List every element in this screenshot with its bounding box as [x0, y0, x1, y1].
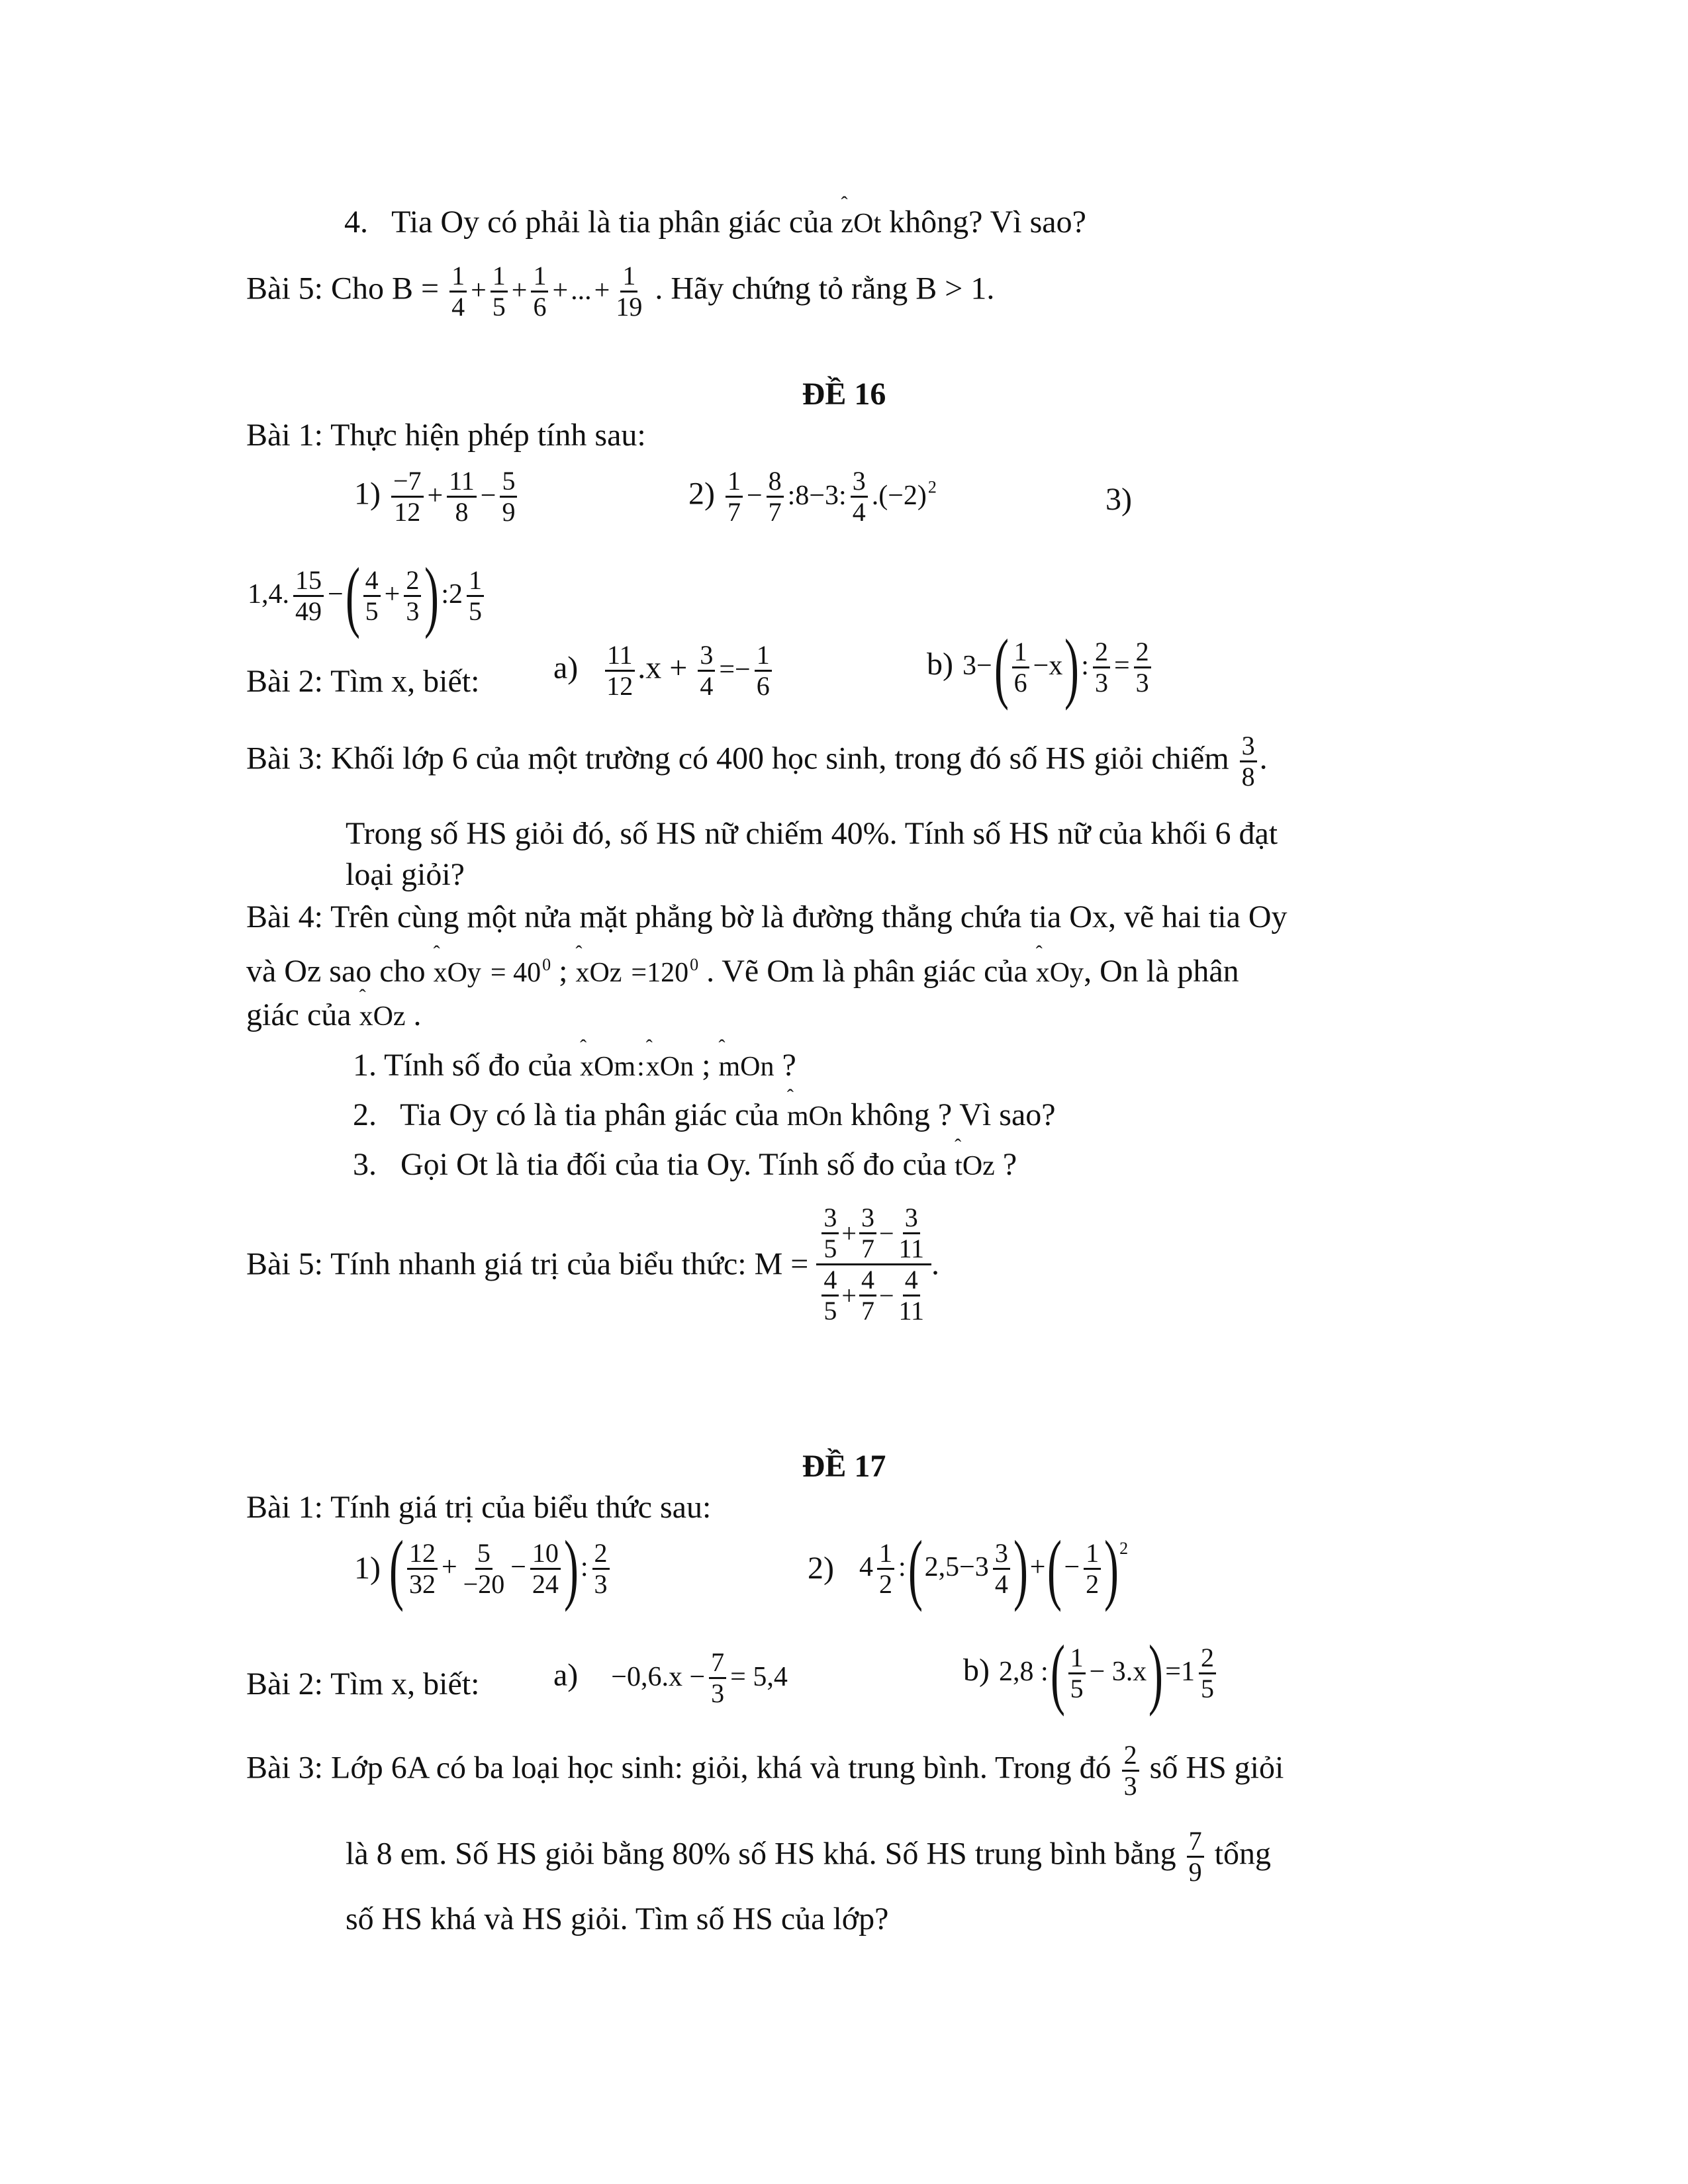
- angle-zot: ˆ zOt: [841, 204, 882, 244]
- angle-toz: ˆ tOz: [955, 1146, 995, 1186]
- fraction: $\frac{2}{3}$: [1093, 637, 1110, 698]
- fraction: $\frac{8}{7}$: [767, 467, 784, 527]
- fraction: $\frac{1}{19}$: [616, 261, 643, 322]
- angle-xoz: ˆ xOz: [575, 953, 622, 993]
- de17-bai3-line2: là 8 em. Số HS giỏi bằng 80% số HS khá. Số HS trung bình bằng $\frac{7}{9}$ tổng: [346, 1826, 1271, 1887]
- de17-bai1-part2: 2) 4 $\frac{1}{2}$ :(2,5−3 $\frac{3}{4}$ )+(− $\frac{1}{2}$ )$^2$: [808, 1524, 1129, 1612]
- fraction: $\frac{4}{5}$: [363, 566, 381, 626]
- de17-bai1-part1: 1) ( $\frac{12}{32}$ + $\frac{5}{-20}$ − $\frac{10}{24}$ ): $\frac{2}{3}$: [354, 1529, 612, 1608]
- angle-mon: ˆ mOn: [787, 1097, 843, 1136]
- de17-bai1: Bài 1: Tính giá trị của biểu thức sau:: [246, 1490, 712, 1525]
- fraction: $\frac{7}{3}$: [709, 1648, 726, 1708]
- fraction: $\frac{2}{3}$: [404, 566, 421, 626]
- de16-bai2-b: b) 3−( $\frac{1}{6}$ −x): $\frac{2}{3}$ = $\frac{2}{3}$: [927, 627, 1154, 707]
- de16-bai5: Bài 5: Tính nhanh giá trị của biểu thức: M = $\frac{3}{5}$ + $\frac{3}{7}$ − $\frac{3}{11}$ $\frac{4}{5}$ + $\frac{4}{7}$ − $\frac{4}{11}$ .: [246, 1203, 940, 1326]
- angle-xom: ˆ xOm: [580, 1047, 635, 1087]
- fraction: $\frac{5}{9}$: [500, 467, 517, 527]
- fraction: $\frac{2}{3}$: [592, 1539, 610, 1599]
- fraction: $\frac{10}{24}$: [530, 1539, 561, 1599]
- fraction: $\frac{1}{5}$: [491, 261, 508, 322]
- de16-bai2: Bài 2: Tìm x, biết:: [246, 664, 480, 699]
- fraction: $\frac{1}{6}$: [531, 261, 548, 322]
- fraction: $\frac{11}{8}$: [447, 467, 477, 527]
- de16-q3: 3. Gọi Ot là tia đối của tia Oy. Tính số đo của ˆ tOz ?: [353, 1145, 1017, 1186]
- fraction: $\frac{1}{7}$: [726, 467, 743, 527]
- fraction: $\frac{1}{5}$: [1068, 1643, 1086, 1704]
- de16-bai1-parts: 1) $\frac{-7}{12}$ + $\frac{11}{8}$ − $\frac{5}{9}$: [354, 467, 520, 527]
- fraction: $\frac{12}{32}$: [407, 1539, 438, 1599]
- fraction: $\frac{1}{4}$: [449, 261, 467, 322]
- de16-bai1-part3-label: 3): [1105, 482, 1132, 517]
- section-title-de16: ĐỀ 16: [802, 377, 886, 412]
- fraction: $\frac{3}{8}$: [1240, 731, 1257, 792]
- de16-bai4-line2: và Oz sao cho ˆ xOy = $40^0$ ; ˆ xOz $=120^0$ . Vẽ Om là phân giác của ˆ xOy, On là phân: [246, 945, 1239, 993]
- bai5-tail: . Hãy chứng tỏ rằng B > 1.: [655, 271, 995, 306]
- angle-xoz: ˆ xOz: [359, 997, 406, 1036]
- de16-q2: 2. Tia Oy có là tia phân giác của ˆ mOn không ? Vì sao?: [353, 1095, 1056, 1136]
- de16-bai1: Bài 1: Thực hiện phép tính sau:: [246, 418, 646, 453]
- de16-bai3-line3: loại giỏi?: [346, 857, 465, 892]
- fraction: $\frac{2}{3}$: [1122, 1741, 1139, 1801]
- fraction: $\frac{1}{5}$: [467, 566, 484, 626]
- item4-text-tail: không? Vì sao?: [889, 205, 1086, 240]
- item4-line: [344, 203, 1086, 244]
- de17-bai3-line1: Bài 3: Lớp 6A có ba loại học sinh: giỏi, khá và trung bình. Trong đó $\frac{2}{3}$ số HS giỏi: [246, 1740, 1284, 1801]
- de17-bai3-line3: số HS khá và HS giỏi. Tìm số HS của lớp?: [346, 1901, 889, 1936]
- bai5-top-line: Bài 5: Cho B = $\frac{1}{4}$ + $\frac{1}{5}$ + $\frac{1}{6}$ +...+ $\frac{1}{19}$ . Hãy chứng tỏ rằng B > 1.: [246, 261, 995, 322]
- fraction: $\frac{15}{49}$: [293, 566, 324, 626]
- fraction: $\frac{1}{2}$: [877, 1539, 894, 1599]
- de16-bai1-part2: 2) $\frac{1}{7}$ − $\frac{8}{7}$ :8−3: $\frac{3}{4}$ $.(-2)^2$: [688, 466, 937, 527]
- complex-fraction: $\frac{3}{5}$ + $\frac{3}{7}$ − $\frac{3}{11}$ $\frac{4}{5}$ + $\frac{4}{7}$ − $\frac{4}{11}$: [816, 1203, 931, 1326]
- fraction: $\frac{3}{4}$: [698, 641, 715, 701]
- de17-bai2-a: a) −0,6.x − $\frac{7}{3}$ = 5,4: [553, 1647, 788, 1708]
- de16-bai4-line3: giác của ˆ xOz .: [246, 995, 422, 1036]
- de16-bai4-line1: Bài 4: Trên cùng một nửa mặt phẳng bờ là đường thẳng chứa tia Ox, vẽ hai tia Oy: [246, 899, 1288, 934]
- de16-q1: 1. Tính số đo của ˆ xOm:ˆ xOn ; ˆ mOn ?: [353, 1046, 796, 1087]
- de16-bai3-line1: Bài 3: Khối lớp 6 của một trường có 400 học sinh, trong đó số HS giỏi chiếm $\frac{3}{8}$ .: [246, 731, 1268, 792]
- fraction: $\frac{11}{12}$: [604, 641, 635, 701]
- angle-xoy: ˆ xOy: [1036, 953, 1084, 993]
- fraction: $\frac{3}{4}$: [993, 1539, 1010, 1599]
- fraction: $\frac{1}{6}$: [1012, 637, 1029, 698]
- angle-xon: ˆ xOn: [646, 1047, 694, 1087]
- fraction: $\frac{5}{-20}$: [463, 1537, 505, 1599]
- fraction: $\frac{-7}{12}$: [391, 467, 424, 527]
- fraction: $\frac{2}{5}$: [1199, 1643, 1216, 1704]
- fraction: $\frac{1}{2}$: [1084, 1539, 1101, 1599]
- angle-mon: ˆ mOn: [718, 1047, 774, 1087]
- fraction: $\frac{7}{9}$: [1187, 1827, 1204, 1887]
- de17-bai2-b: b) 2,8 :( $\frac{1}{5}$ − 3.x)=1 $\frac{2}{5}$: [963, 1633, 1219, 1713]
- bai5-label: Bài 5: Cho B =: [246, 271, 440, 306]
- item-number: 4.: [344, 205, 368, 240]
- item4-text: Tia Oy có phải là tia phân giác của: [391, 205, 833, 240]
- angle-xoy: ˆ xOy: [434, 953, 481, 993]
- de16-bai1-part3: 1,4. $\frac{15}{49}$ −( $\frac{4}{5}$ + $\frac{2}{3}$ ):2 $\frac{1}{5}$: [246, 556, 487, 635]
- de16-bai2-a: a) $\frac{11}{12}$ .x + $\frac{3}{4}$ =− $\frac{1}{6}$: [553, 641, 774, 701]
- fraction: $\frac{1}{6}$: [755, 641, 772, 701]
- fraction: $\frac{3}{4}$: [851, 467, 868, 527]
- fraction: $\frac{2}{3}$: [1134, 637, 1151, 698]
- de16-bai3-line2: Trong số HS giỏi đó, số HS nữ chiếm 40%. Tính số HS nữ của khối 6 đạt: [346, 816, 1278, 851]
- de17-bai2: Bài 2: Tìm x, biết:: [246, 1666, 480, 1702]
- section-title-de17: ĐỀ 17: [802, 1449, 886, 1484]
